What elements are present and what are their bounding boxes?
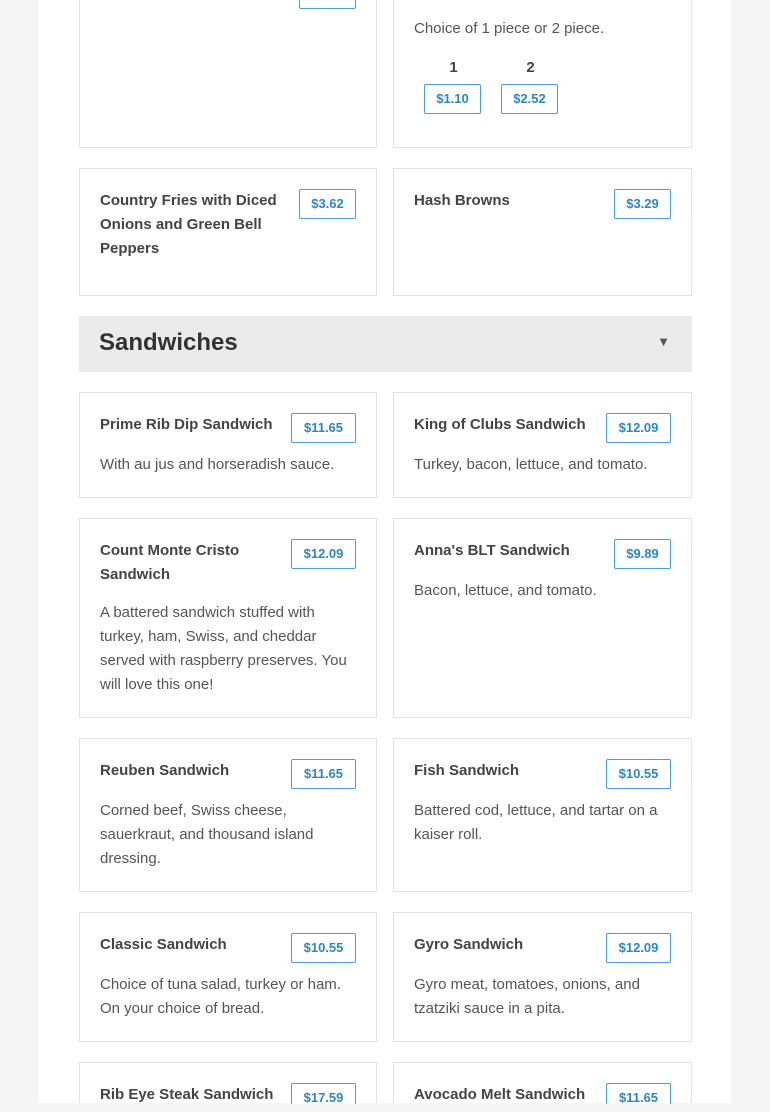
item-name: Count Monte Cristo Sandwich xyxy=(100,542,240,583)
menu-item-card xyxy=(393,912,692,1042)
price-button[interactable]: $11.65 xyxy=(291,759,356,789)
item-name: Gyro Sandwich xyxy=(414,936,524,953)
menu-item-card xyxy=(393,0,692,148)
menu-item-card xyxy=(393,392,692,498)
item-description: Choice of 1 piece or 2 piece. xyxy=(414,20,605,37)
menu-item-card xyxy=(79,518,377,718)
item-name: Country Fries with Diced Onions and Green Bell Peppers xyxy=(100,192,277,257)
caret-down-icon: ▼ xyxy=(657,334,670,349)
menu-item-card xyxy=(79,1062,377,1103)
item-description: Corned beef, Swiss cheese, sauerkraut, and thousand island dressing. xyxy=(100,802,314,867)
price-button[interactable]: $10.55 xyxy=(606,759,671,789)
menu-item-card xyxy=(393,168,692,296)
option-label: 2 xyxy=(526,59,535,76)
price-button[interactable]: $12.09 xyxy=(291,539,356,569)
item-name: Prime Rib Dip Sandwich xyxy=(100,416,273,433)
menu-item-card xyxy=(393,518,692,718)
section-title: Sandwiches xyxy=(99,329,238,356)
item-name: Avocado Melt Sandwich xyxy=(414,1086,586,1103)
price-button[interactable]: $11.65 xyxy=(291,413,356,443)
item-description: Battered cod, lettuce, and tartar on a kaiser roll. xyxy=(414,802,658,843)
item-description: A battered sandwich stuffed with turkey, ham, Swiss, and cheddar served with raspberry preserves. You will love this one! xyxy=(100,604,347,693)
item-name: Fish Sandwich xyxy=(414,762,520,779)
option-price-button[interactable]: $1.10 xyxy=(424,84,481,114)
price-button[interactable]: $12.09 xyxy=(606,933,671,963)
menu-item-card xyxy=(79,0,377,148)
menu-item-card xyxy=(393,1062,692,1103)
item-description: With au jus and horseradish sauce. xyxy=(100,456,335,473)
item-description: Bacon, lettuce, and tomato. xyxy=(414,582,597,599)
price-button[interactable]: $3.62 xyxy=(299,189,356,219)
menu-item-card xyxy=(79,738,377,892)
item-description: Gyro meat, tomatoes, onions, and tzatziki sauce in a pita. xyxy=(414,976,640,1017)
menu-item-card xyxy=(79,168,377,296)
price-button[interactable]: $17.59 xyxy=(291,1083,356,1104)
item-name: Hash Browns xyxy=(414,192,510,209)
item-name: Rib Eye Steak Sandwich xyxy=(100,1086,274,1103)
item-name: King of Clubs Sandwich xyxy=(414,416,586,433)
item-description: Choice of tuna salad, turkey or ham. On your choice of bread. xyxy=(100,976,341,1017)
price-button[interactable]: $9.89 xyxy=(614,539,671,569)
price-button[interactable]: $12.09 xyxy=(606,413,671,443)
item-name: Anna's BLT Sandwich xyxy=(414,542,570,559)
price-button[interactable]: $11.65 xyxy=(606,1083,671,1104)
menu-item-card xyxy=(393,738,692,892)
menu-item-card xyxy=(79,912,377,1042)
price-button[interactable]: $10.55 xyxy=(291,933,356,963)
option-price-button[interactable]: $2.52 xyxy=(501,84,558,114)
section-header-sandwiches[interactable] xyxy=(79,316,692,372)
item-name: Reuben Sandwich xyxy=(100,762,230,779)
item-description: Turkey, bacon, lettuce, and tomato. xyxy=(414,456,648,473)
item-name: Classic Sandwich xyxy=(100,936,227,953)
price-button[interactable] xyxy=(299,0,356,9)
menu-item-card xyxy=(79,392,377,498)
price-button[interactable]: $3.29 xyxy=(614,189,671,219)
option-label: 1 xyxy=(449,59,458,76)
